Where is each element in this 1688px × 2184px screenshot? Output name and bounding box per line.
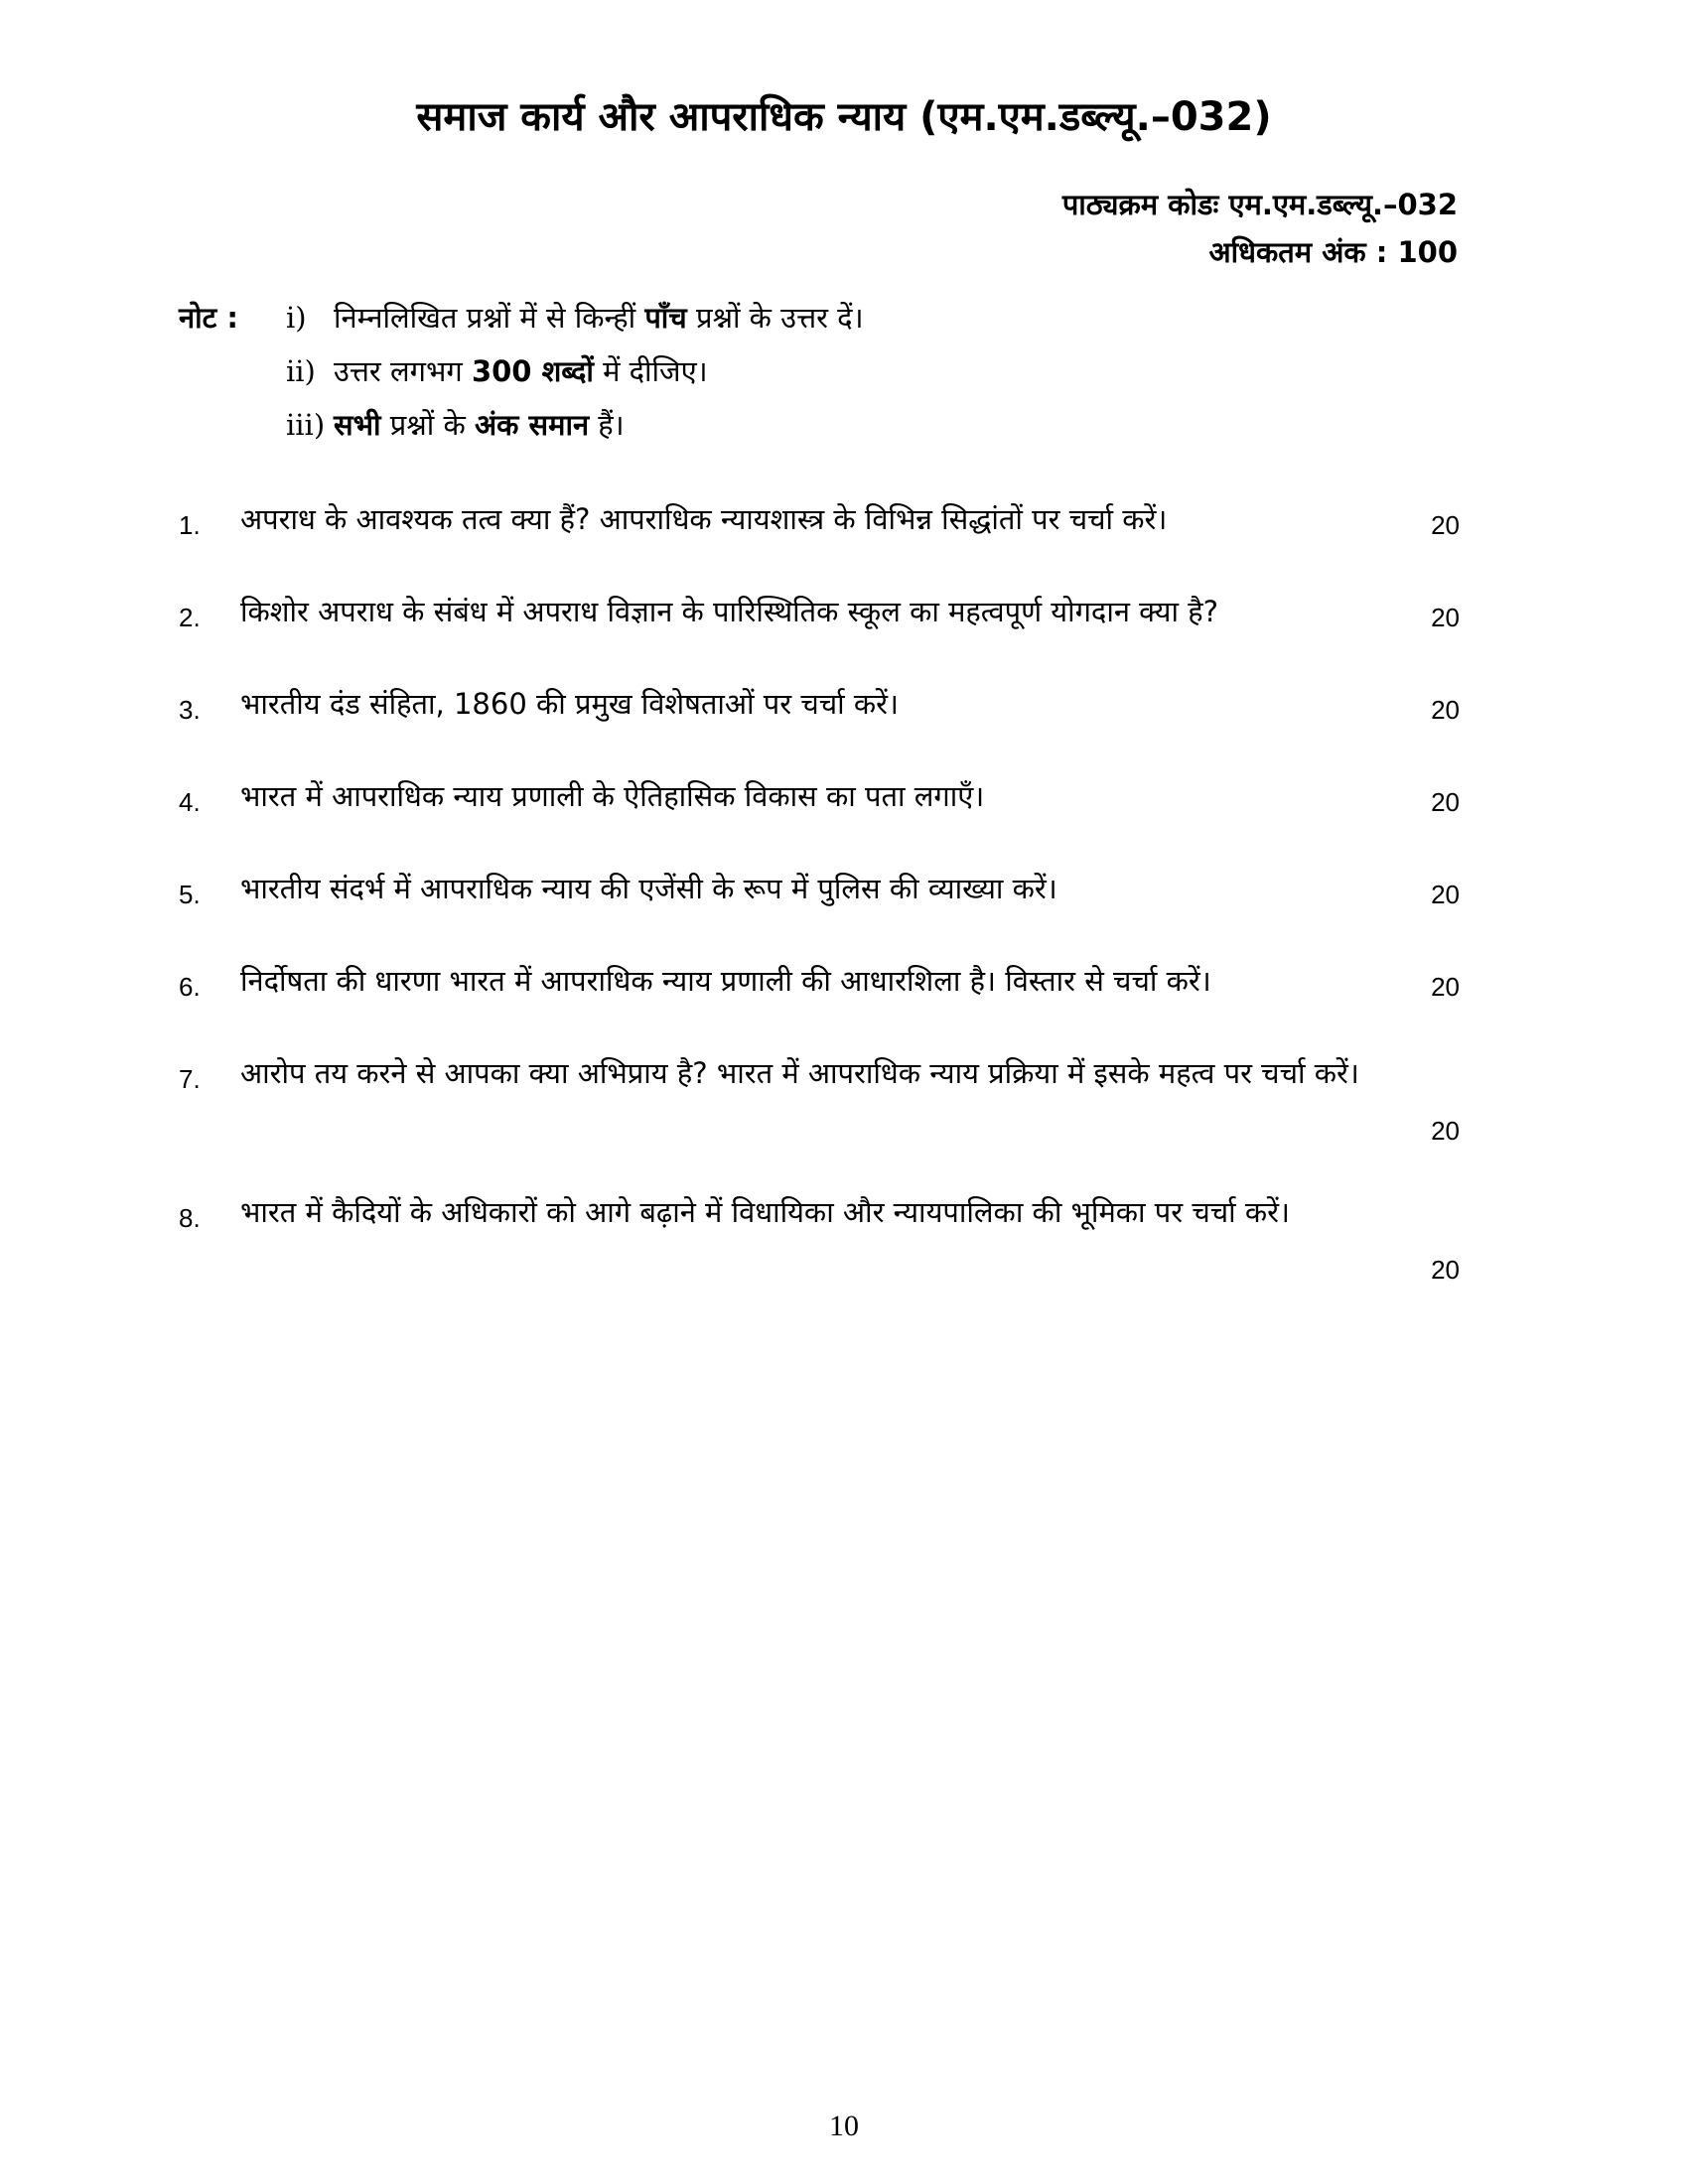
question-text: आरोप तय करने से आपका क्या अभिप्राय है? भारत में आपराधिक न्याय प्रक्रिया में इसके महत्व पर चर्चा करें। xyxy=(240,1056,1359,1090)
question-text: किशोर अपराध के संबंध में अपराध विज्ञान के पारिस्थितिक स्कूल का महत्वपूर्ण योगदान क्या है? xyxy=(240,595,1219,628)
max-marks: अधिकतम अंक : 100 xyxy=(1208,235,1458,269)
question-number: 4. xyxy=(179,787,201,817)
course-code: पाठ्यक्रम कोडः एम.एम.डब्ल्यू.–032 xyxy=(1061,188,1458,221)
page-number: 10 xyxy=(829,2110,859,2142)
page-title: समाज कार्य और आपराधिक न्याय (एम.एम.डब्ल्यू.–032) xyxy=(416,94,1272,140)
question-number: 2. xyxy=(179,603,201,632)
question-marks: 20 xyxy=(1431,695,1460,725)
question-number: 1. xyxy=(179,510,201,540)
question-marks: 20 xyxy=(1431,510,1460,540)
question-text: भारत में कैदियों के अधिकारों को आगे बढ़ाने में विधायिका और न्यायपालिका की भूमिका पर चर्चा करें। xyxy=(240,1195,1291,1229)
question-number: 8. xyxy=(179,1203,201,1233)
question-text: अपराध के आवश्यक तत्व क्या हैं? आपराधिक न्यायशास्त्र के विभिन्न सिद्धांतों पर चर्चा करें। xyxy=(240,502,1168,536)
question-text: भारतीय दंड संहिता, 1860 की प्रमुख विशेषताओं पर चर्चा करें। xyxy=(240,687,900,721)
note-item-emphasis: सभी xyxy=(334,408,381,442)
question-marks: 20 xyxy=(1431,1116,1460,1146)
note-item-2 xyxy=(286,351,708,391)
note-item-text: प्रश्नों के उत्तर दें। xyxy=(686,301,864,335)
question-marks: 20 xyxy=(1431,880,1460,909)
note-item-3 xyxy=(286,405,625,445)
note-item-text: उत्तर लगभग xyxy=(334,354,472,388)
question-text: भारत में आपराधिक न्याय प्रणाली के ऐतिहासिक विकास का पता लगाएँ। xyxy=(240,779,985,813)
question-number: 6. xyxy=(179,972,201,1002)
note-item-1 xyxy=(286,298,864,338)
note-item-emphasis: पाँच xyxy=(644,301,687,335)
question-marks: 20 xyxy=(1431,972,1460,1002)
note-item-numeral: i) xyxy=(286,301,307,335)
question-number: 3. xyxy=(179,695,201,725)
question-marks: 20 xyxy=(1431,603,1460,632)
note-item-text: निम्नलिखित प्रश्नों में से किन्हीं xyxy=(334,301,645,335)
note-item-emphasis: 300 शब्दों xyxy=(471,354,594,388)
note-item-text: हैं। xyxy=(589,408,625,442)
note-item-text: प्रश्नों के xyxy=(380,408,475,442)
note-item-numeral: ii) xyxy=(286,354,316,388)
question-marks: 20 xyxy=(1431,1255,1460,1285)
question-text: निर्दोषता की धारणा भारत में आपराधिक न्याय प्रणाली की आधारशिला है। विस्तार से चर्चा करें। xyxy=(240,964,1211,998)
note-label: नोट : xyxy=(179,301,238,335)
question-text: भारतीय संदर्भ में आपराधिक न्याय की एजेंसी के रूप में पुलिस की व्याख्या करें। xyxy=(240,872,1057,905)
question-marks: 20 xyxy=(1431,787,1460,817)
note-item-numeral: iii) xyxy=(286,408,326,442)
note-item-emphasis: अंक समान xyxy=(474,408,590,442)
note-item-text: में दीजिए। xyxy=(593,354,708,388)
question-number: 5. xyxy=(179,880,201,909)
question-number: 7. xyxy=(179,1064,201,1094)
